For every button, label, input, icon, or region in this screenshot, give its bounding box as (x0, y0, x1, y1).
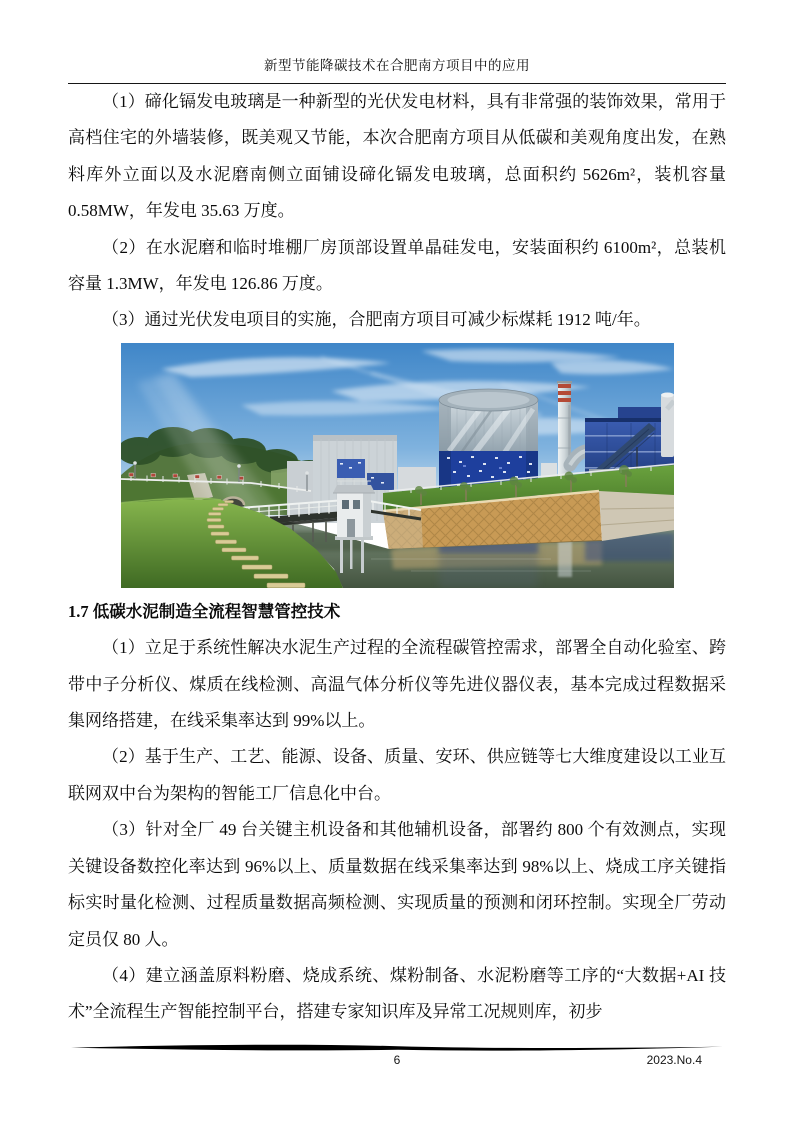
page-number: 6 (393, 1053, 401, 1067)
running-head-title: 新型节能降碳技术在合肥南方项目中的应用 (264, 58, 530, 73)
paragraph-cdte-glass: （1）碲化镉发电玻璃是一种新型的光伏发电材料，具有非常强的装饰效果，常用于高档住宅的外墙装修，既美观又节能，本次合肥南方项目从低碳和美观角度出发，在熟料库外立面以及水泥磨南侧立面铺设碲化镉发电玻璃，总面积约 5626m²，装机容量 0.58MW，年发电 35.63 万度。 (68, 92, 726, 221)
facility-photo (121, 343, 674, 588)
paragraph-mono-si-pv: （2）在水泥磨和临时堆棚厂房顶部设置单晶硅发电，安装面积约 6100m²，总装机容量 1.3MW，年发电 126.86 万度。 (68, 237, 726, 294)
paragraph-carbon-control: （1）立足于系统性解决水泥生产过程的全流程碳管控需求，部署全自动化验室、跨带中子分析仪、煤质在线检测、高温气体分析仪等先进仪器仪表，基本完成过程数据采集网络搭建，在线采集率达到 99%以上。 (68, 638, 726, 731)
document-body (68, 84, 726, 1031)
paragraph-coal-saving: （3）通过光伏发电项目的实施，合肥南方项目可减少标煤耗 1912 吨/年。 (102, 310, 651, 330)
page-content (68, 56, 726, 1031)
issue-label: 2023.No.4 (646, 1053, 702, 1067)
footer-meta (68, 1053, 726, 1071)
paragraph-measure-points: （3）针对全厂 49 台关键主机设备和其他辅机设备，部署约 800 个有效测点，实现关键设备数控化率达到 96%以上、质量数据在线采集率达到 98%以上、烧成工序关键指标实时量化检测、过程质量数据高频检测、实现质量的预测和闭环控制。实现全厂劳动定员仅 80 人。 (68, 820, 726, 949)
running-head (68, 56, 726, 84)
footer-decorative-rule (68, 1043, 726, 1052)
paragraph-platform-middle-office: （2）基于生产、工艺、能源、设备、质量、安环、供应链等七大维度建设以工业互联网双中台为架构的智能工厂信息化中台。 (68, 747, 726, 803)
page-footer (68, 1043, 726, 1071)
section-heading-1-7: 1.7 低碳水泥制造全流程智慧管控技术 (68, 601, 341, 621)
paragraph-bigdata-ai: （4）建立涵盖原料粉磨、烧成系统、煤粉制备、水泥粉磨等工序的“大数据+AI 技术”全流程生产智能控制平台，搭建专家知识库及异常工况规则库，初步 (68, 965, 726, 1022)
plant-photo-illustration (121, 343, 674, 588)
